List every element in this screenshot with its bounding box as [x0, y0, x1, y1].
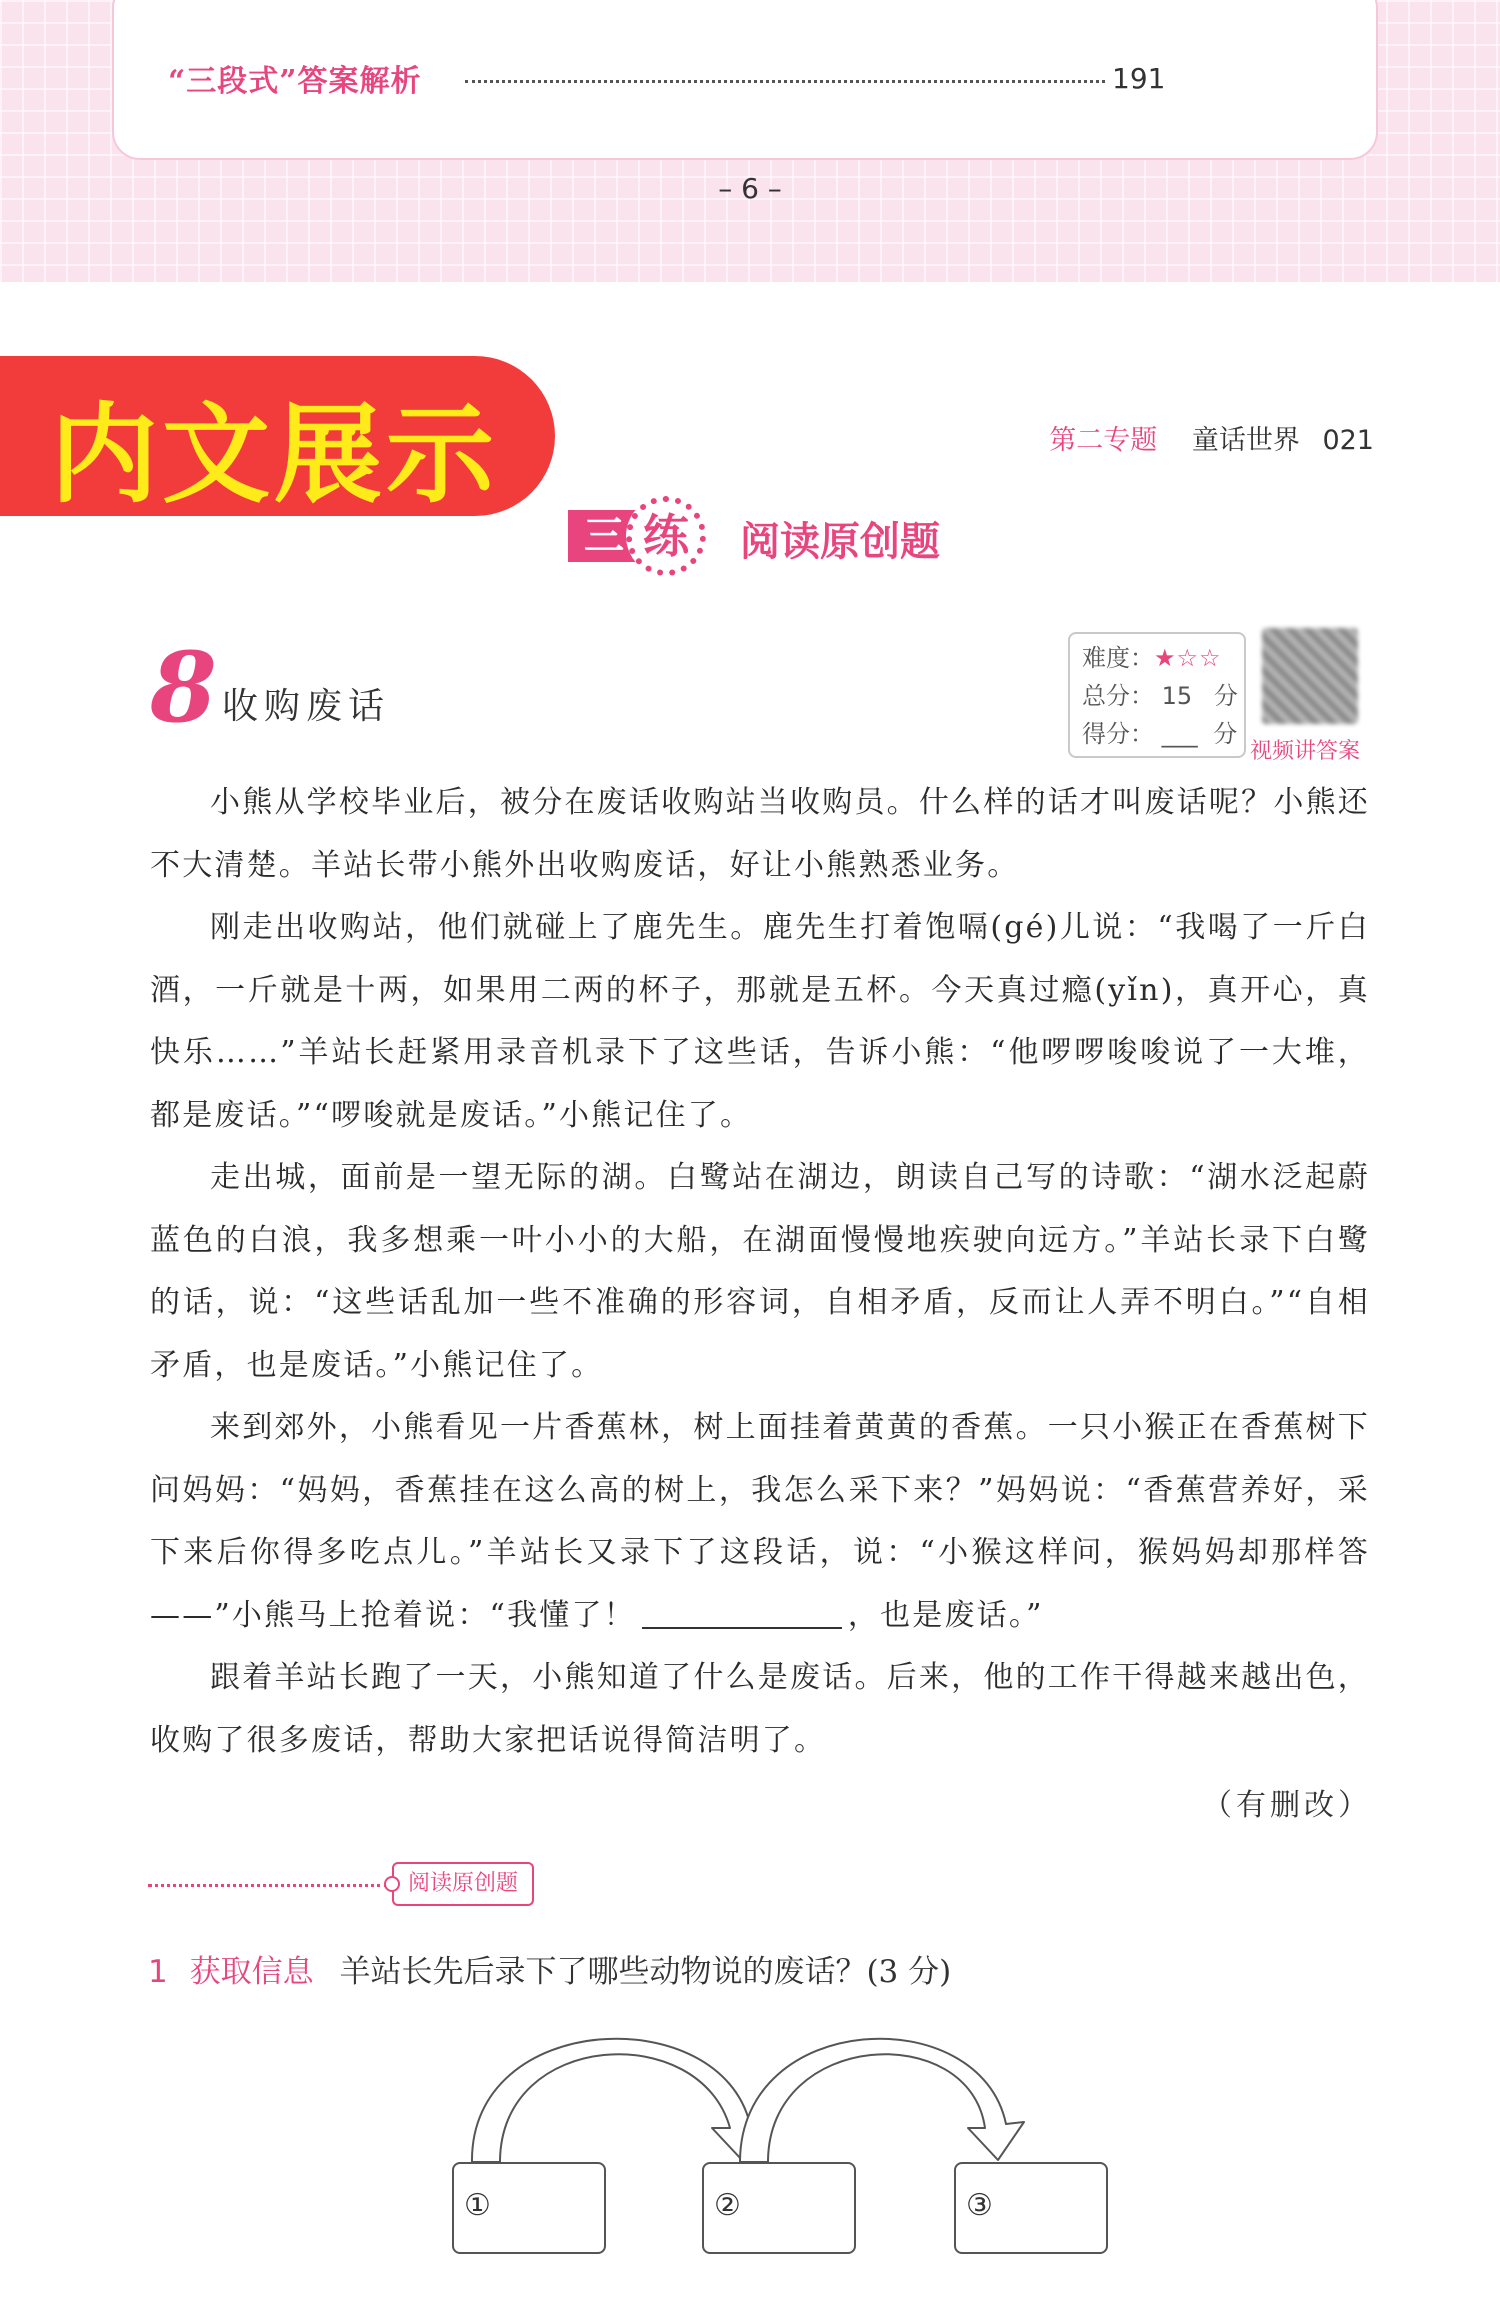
source-note: （有删改） [1202, 1788, 1372, 1823]
story-paragraph-part: 来到郊外，小熊看见一片香蕉林，树上面挂着黄黄的香蕉。一只小猴正在香蕉树下问妈妈：“妈妈，香蕉挂在这么高的树上，我怎么采下来？”妈妈说：“香蕉营养好，采下来后你得多吃点儿。”羊站长又录下了这段话，说：“小猴这样问，猴妈妈却那样答——”小熊马上抢着说：“我懂了！ [150, 1410, 1370, 1633]
qr-code-icon[interactable] [1262, 628, 1358, 724]
toc-entry-page: 191 [1112, 62, 1166, 95]
question-type: 获取信息 [189, 1954, 314, 1990]
section-label: 阅读原创题 [740, 519, 940, 565]
difficulty-stars-icon: ★☆☆ [1154, 644, 1222, 672]
question-text: 羊站长先后录下了哪些动物说的废话？(3 分) [339, 1954, 952, 1990]
toc-leader-dots [465, 80, 1105, 83]
qr-label: 视频讲答案 [1250, 739, 1361, 764]
story-text [150, 772, 1370, 1772]
score-box [1068, 632, 1246, 758]
difficulty-row [1082, 638, 1222, 673]
divider-dots [148, 1884, 388, 1887]
answer-box-3[interactable] [954, 2162, 1108, 2254]
total-unit: 分 [1213, 682, 1238, 710]
score-row [1082, 714, 1237, 749]
answer-box-label: ② [714, 2188, 741, 2223]
lesson-number: 8 [150, 631, 217, 744]
story-paragraph: 跟着羊站长跑了一天，小熊知道了什么是废话。后来，他的工作干得越来越出色，收购了很多废话，帮助大家把话说得简洁明了。 [150, 1660, 1370, 1758]
difficulty-label: 难度： [1082, 644, 1154, 672]
total-row [1082, 676, 1238, 711]
answer-box-1[interactable] [452, 2162, 606, 2254]
running-header [1049, 418, 1374, 457]
section-badge-circle: 练 [626, 496, 706, 576]
toc-entry-title[interactable]: “三段式”答案解析 [168, 64, 422, 99]
top-band [0, 0, 1500, 282]
divider-tag: 阅读原创题 [392, 1862, 534, 1906]
answer-box-label: ① [464, 2188, 491, 2223]
promo-banner [0, 356, 555, 516]
page-number: – 6 – [718, 172, 782, 205]
fill-in-blank[interactable] [642, 1597, 842, 1629]
header-topic: 第二专题 [1049, 425, 1158, 456]
flow-arrow-1-icon [472, 2039, 768, 2162]
total-label: 总分： [1082, 682, 1154, 710]
header-subtopic: 童话世界 [1191, 425, 1300, 456]
question-1 [148, 1946, 951, 1991]
answer-box-2[interactable] [702, 2162, 856, 2254]
header-page: 021 [1322, 425, 1374, 456]
score-label: 得分： [1082, 720, 1154, 748]
answer-box-label: ③ [966, 2188, 993, 2223]
answer-flow-diagram [0, 2010, 1500, 2322]
story-paragraph: 小熊从学校毕业后，被分在废话收购站当收购员。什么样的话才叫废话呢？小熊还不大清楚。羊站长带小熊外出收购废话，好让小熊熟悉业务。 [150, 785, 1370, 883]
flow-arrow-2-icon [740, 2039, 1024, 2162]
story-paragraph-with-blank [150, 1397, 1370, 1647]
section-prefix: 三 [568, 510, 640, 562]
story-paragraph-part: ，也是废话。” [847, 1597, 1044, 1633]
story-paragraph: 走出城，面前是一望无际的湖。白鹭站在湖边，朗读自己写的诗歌：“湖水泛起蔚蓝色的白浪，我多想乘一叶小小的大船，在湖面慢慢地疾驶向远方。”羊站长录下白鹭的话，说：“这些话乱加一些不准确的形容词，自相矛盾，反而让人弄不明白。”“自相矛盾，也是废话。”小熊记住了。 [150, 1160, 1370, 1383]
story-paragraph: 刚走出收购站，他们就碰上了鹿先生。鹿先生打着饱嗝(gé)儿说：“我喝了一斤白酒，一斤就是十两，如果用二两的杯子，那就是五杯。今天真过瘾(yǐn)，真开心，真快乐……”羊站长赶紧用录音机录下了这些话，告诉小熊：“他啰啰唆唆说了一大堆，都是废话。”“啰唆就是废话。”小熊记住了。 [150, 910, 1370, 1133]
score-unit: 分 [1213, 720, 1238, 748]
banner-text: 内文展示 [50, 393, 499, 518]
score-blank[interactable]: ___ [1161, 720, 1198, 748]
question-number: 1 [148, 1954, 168, 1990]
lesson-title: 收购废话 [222, 686, 391, 727]
total-value: 15 [1161, 682, 1193, 710]
